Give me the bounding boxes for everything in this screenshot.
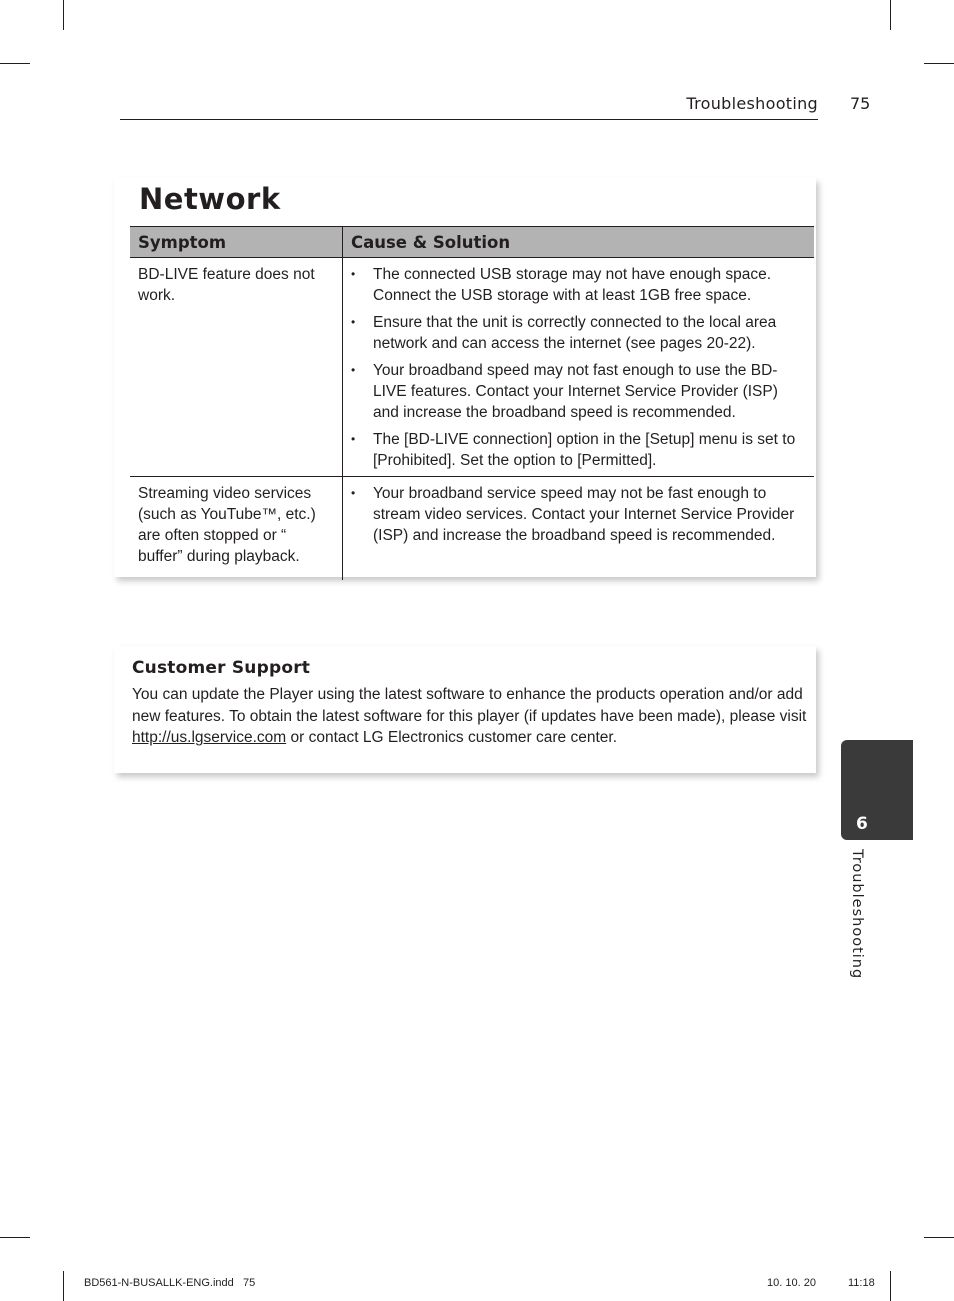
crop-mark [890, 0, 891, 30]
support-heading: Customer Support [132, 658, 311, 678]
crop-mark [924, 1237, 954, 1238]
support-text [132, 684, 807, 749]
footer-time: 11:18 [848, 1277, 875, 1289]
header-divider [120, 119, 818, 120]
cause-item: • The connected USB storage may not have enough space. Connect the USB storage with at least 1GB free space. [351, 264, 806, 306]
cause-cell [343, 258, 815, 477]
symptom-cell [130, 477, 343, 581]
symptom-cell [130, 258, 343, 477]
cause-item: • Your broadband speed may not fast enough to use the BD-LIVE features. Contact your Internet Service Provider (ISP) and increase the broadband speed is recommended. [351, 360, 806, 423]
chapter-tab [841, 740, 913, 840]
crop-mark [63, 1271, 64, 1301]
cause-item: • Ensure that the unit is correctly connected to the local area network and can access the internet (see pages 20-22). [351, 312, 806, 354]
symptom-text: buffer” during playback. [138, 548, 300, 565]
crop-mark [0, 1237, 30, 1238]
cause-list [351, 264, 806, 471]
cause-list [351, 483, 806, 546]
table-row [130, 258, 814, 477]
column-header-cause: Cause & Solution [343, 227, 815, 258]
symptom-text: (such as YouTube™, etc.) [138, 506, 316, 523]
page-number: 75 [850, 94, 871, 113]
crop-mark [924, 63, 954, 64]
support-text-after: or contact LG Electronics customer care center. [286, 729, 618, 746]
support-link[interactable]: http://us.lgservice.com [132, 729, 287, 746]
symptom-text: are often stopped or “ [138, 527, 287, 544]
cause-item: • Your broadband service speed may not be fast enough to stream video services. Contact your Internet Service Provider (ISP) and increase the broadband speed is recommended. [351, 483, 806, 546]
table-header-row [130, 227, 814, 258]
customer-support-section [114, 646, 816, 773]
footer-date: 10. 10. 20 [767, 1277, 816, 1289]
symptom-text: work. [138, 287, 176, 304]
support-text-before: You can update the Player using the latest software to enhance the products operation and/or add new features. To obtain the latest software for this player (if updates have been made), please visit [132, 686, 807, 725]
network-section [114, 178, 816, 577]
symptom-text: BD-LIVE feature does not [138, 266, 315, 283]
crop-mark [0, 63, 30, 64]
table-row [130, 477, 814, 581]
cause-item: • The [BD-LIVE connection] option in the [Setup] menu is set to [Prohibited]. Set the option to [Permitted]. [351, 429, 806, 471]
crop-mark [890, 1271, 891, 1301]
symptom-text: Streaming video services [138, 485, 312, 502]
troubleshooting-table [130, 226, 814, 580]
header-section-title: Troubleshooting [686, 94, 818, 113]
crop-mark [63, 0, 64, 30]
chapter-label: Troubleshooting [849, 849, 865, 980]
cause-cell [343, 477, 815, 581]
footer-filename: BD561-N-BUSALLK-ENG.indd 75 [84, 1277, 256, 1289]
column-header-symptom: Symptom [130, 227, 343, 258]
chapter-number: 6 [856, 814, 868, 834]
section-title: Network [139, 182, 281, 216]
